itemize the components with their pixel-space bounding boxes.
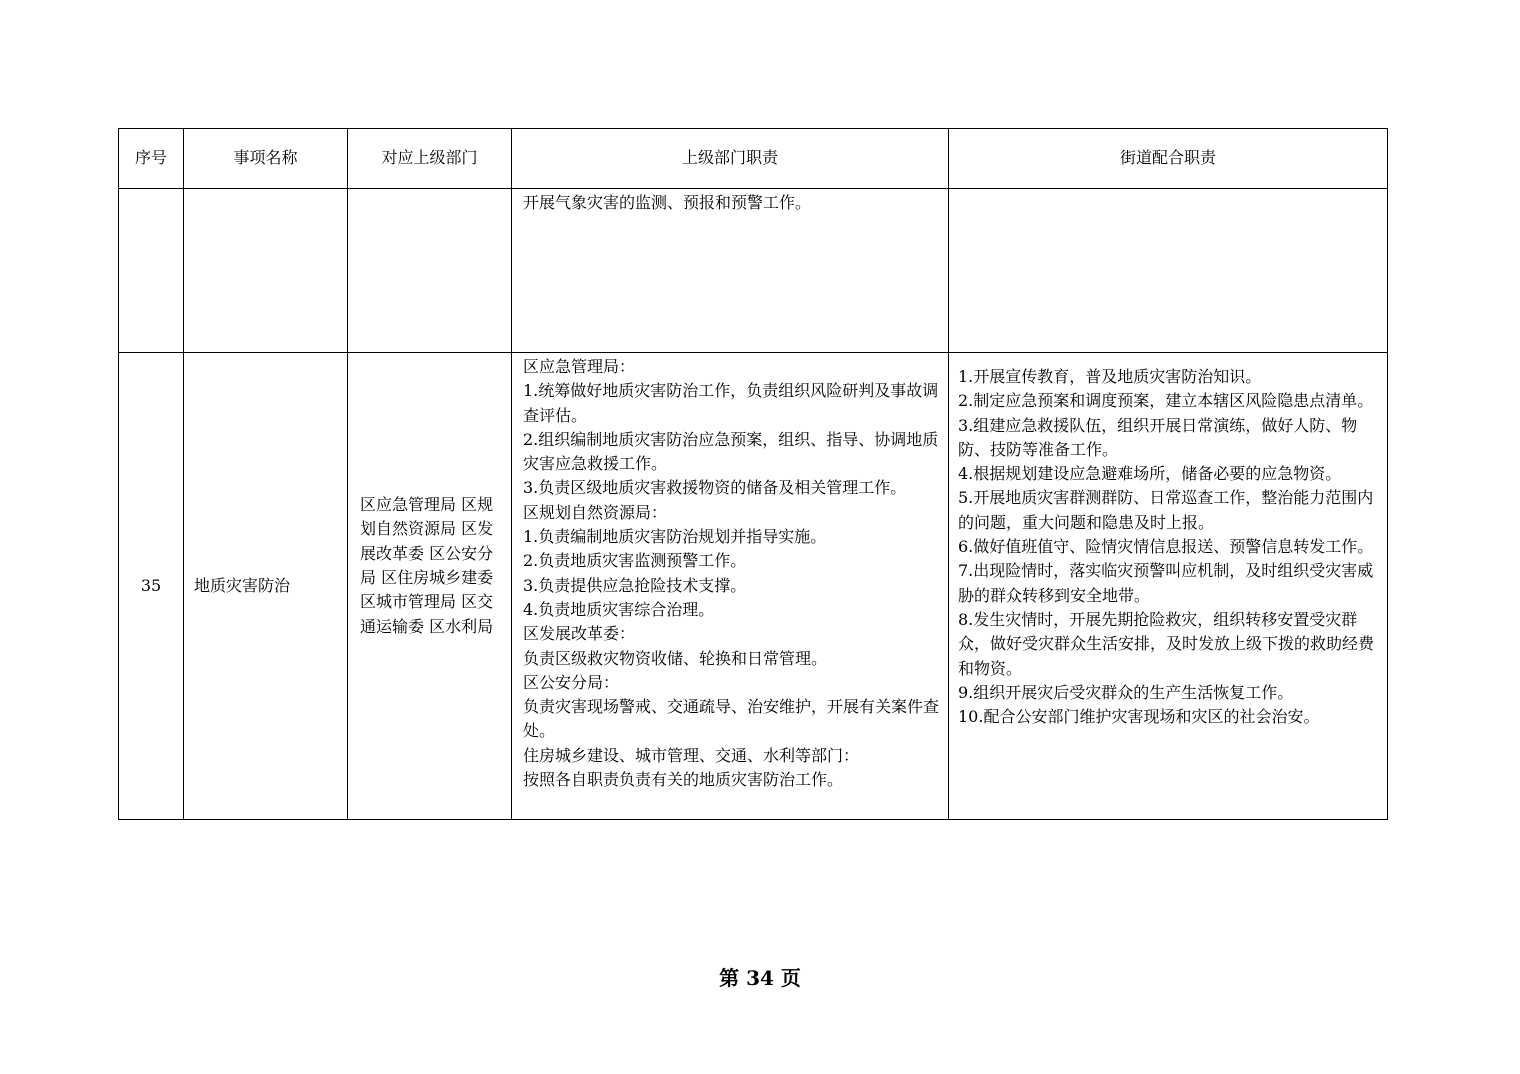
street-duty-line: 10.配合公安部门维护灾害现场和灾区的社会治安。 <box>958 707 1320 727</box>
table-row <box>119 353 1388 820</box>
street-duties-cell <box>949 353 1388 820</box>
duty-line: 区发展改革委： <box>523 624 636 644</box>
duty-line: 区公安分局： <box>523 672 620 692</box>
departments-cell <box>348 353 512 820</box>
header-superior-duties: 上级部门职责 <box>512 129 949 189</box>
duty-line: 2.组织编制地质灾害防治应急预案，组织、指导、协调地质灾害应急救援工作。 <box>523 429 939 474</box>
departments-cell <box>348 189 512 353</box>
street-duty-line: 1.开展宣传教育，普及地质灾害防治知识。 <box>958 367 1262 386</box>
item-name-cell <box>184 189 348 353</box>
serial-cell: 35 <box>119 353 184 820</box>
departments-list: 区应急管理局 区规划自然资源局 区发展改革委 区公安分局 区住房城乡建委 区城市管理局 区交通运输委 区水利局 <box>360 495 494 636</box>
street-duty-line: 7.出现险情时，落实临灾预警叫应机制，及时组织受灾害威胁的群众转移到安全地带。 <box>958 561 1374 605</box>
duty-line: 3.负责区级地质灾害救援物资的储备及相关管理工作。 <box>523 478 907 498</box>
superior-duties-cell <box>512 353 949 820</box>
street-duty-line: 8.发生灾情时，开展先期抢险救灾，组织转移安置受灾群众，做好受灾群众生活安排，及时发放上级下拨的救助经费和物资。 <box>958 609 1375 678</box>
header-serial: 序号 <box>119 129 184 189</box>
street-duty-line: 5.开展地质灾害群测群防、日常巡查工作，整治能力范围内的问题，重大问题和隐患及时上报。 <box>958 488 1374 532</box>
duty-line: 住房城乡建设、城市管理、交通、水利等部门： <box>523 745 860 765</box>
header-street-duties: 街道配合职责 <box>949 129 1388 189</box>
serial-cell <box>119 189 184 353</box>
street-duties-cell <box>949 189 1388 353</box>
duty-line: 区规划自然资源局： <box>523 502 668 522</box>
duty-line: 1.统筹做好地质灾害防治工作，负责组织风险研判及事故调查评估。 <box>523 381 939 425</box>
duty-line: 4.负责地质灾害综合治理。 <box>523 599 715 619</box>
duty-line: 负责灾害现场警戒、交通疏导、治安维护，开展有关案件查处。 <box>523 697 940 741</box>
header-departments: 对应上级部门 <box>348 129 512 189</box>
street-duty-line: 6.做好值班值守、险情灾情信息报送、预警信息转发工作。 <box>958 537 1374 557</box>
duty-line: 区应急管理局： <box>523 357 636 376</box>
duty-table <box>118 128 1388 820</box>
duty-line: 1.负责编制地质灾害防治规划并指导实施。 <box>523 527 827 547</box>
duty-line: 负责区级救灾物资收储、轮换和日常管理。 <box>523 648 828 668</box>
table-row <box>119 189 1388 353</box>
header-row <box>119 129 1388 189</box>
street-duty-line: 9.组织开展灾后受灾群众的生产生活恢复工作。 <box>958 682 1294 702</box>
item-name-cell: 地质灾害防治 <box>184 353 348 820</box>
duty-line: 开展气象灾害的监测、预报和预警工作。 <box>523 193 812 212</box>
header-item-name: 事项名称 <box>184 129 348 189</box>
duty-line: 按照各自职责负责有关的地质灾害防治工作。 <box>523 770 844 790</box>
superior-duties-cell <box>512 189 949 353</box>
street-duty-line: 2.制定应急预案和调度预案，建立本辖区风险隐患点清单。 <box>958 391 1374 411</box>
duty-line: 3.负责提供应急抢险技术支撑。 <box>523 575 747 595</box>
duty-line: 2.负责地质灾害监测预警工作。 <box>523 551 747 571</box>
page-number: 第 34 页 <box>719 966 801 990</box>
street-duty-line: 4.根据规划建设应急避难场所，储备必要的应急物资。 <box>958 464 1342 484</box>
street-duty-line: 3.组建应急救援队伍，组织开展日常演练，做好人防、物防、技防等准备工作。 <box>958 415 1358 459</box>
